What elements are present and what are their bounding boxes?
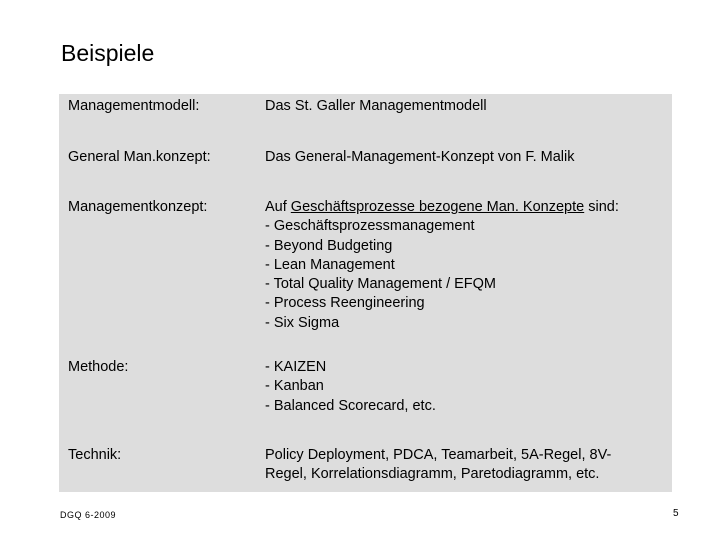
row-label-methode: Methode: (68, 359, 129, 375)
row-label-technik: Technik: (68, 447, 122, 463)
list-item: - Total Quality Management / EFQM (265, 276, 497, 293)
page-number: 5 (673, 508, 679, 519)
list-item: - Beyond Budgeting (265, 237, 393, 254)
managementkonzept-intro: Auf Geschäftsprozesse bezogene Man. Konzepte sind: (265, 199, 619, 215)
row-value-methode (265, 358, 436, 416)
row-value-managementmodell: Das St. Galler Managementmodell (265, 98, 487, 114)
row-label-managementkonzept: Managementkonzept: (68, 199, 208, 215)
technik-line: Policy Deployment, PDCA, Teamarbeit, 5A-Regel, 8V- (265, 447, 612, 463)
row-value-technik (265, 446, 611, 485)
row-label-general-man-konzept: General Man.konzept: (68, 149, 211, 165)
footer-source: DGQ 6-2009 (60, 510, 117, 520)
underlined-phrase: Geschäftsprozesse bezogene Man. Konzepte (290, 199, 585, 215)
list-item: - KAIZEN (265, 359, 327, 375)
list-item: - Kanban (265, 378, 324, 395)
list-item: - Balanced Scorecard, etc. (265, 397, 436, 414)
row-label-managementmodell: Managementmodell: (68, 98, 200, 114)
list-item: - Lean Management (265, 256, 395, 273)
slide-title: Beispiele (61, 40, 155, 66)
technik-line: Regel, Korrelationsdiagramm, Paretodiagramm, etc. (265, 466, 600, 483)
list-item: - Geschäftsprozessmanagement (265, 218, 475, 235)
list-item: - Six Sigma (265, 314, 340, 331)
row-value-general-man-konzept: Das General-Management-Konzept von F. Malik (265, 149, 575, 165)
row-value-managementkonzept (265, 198, 619, 333)
list-item: - Process Reengineering (265, 295, 425, 312)
